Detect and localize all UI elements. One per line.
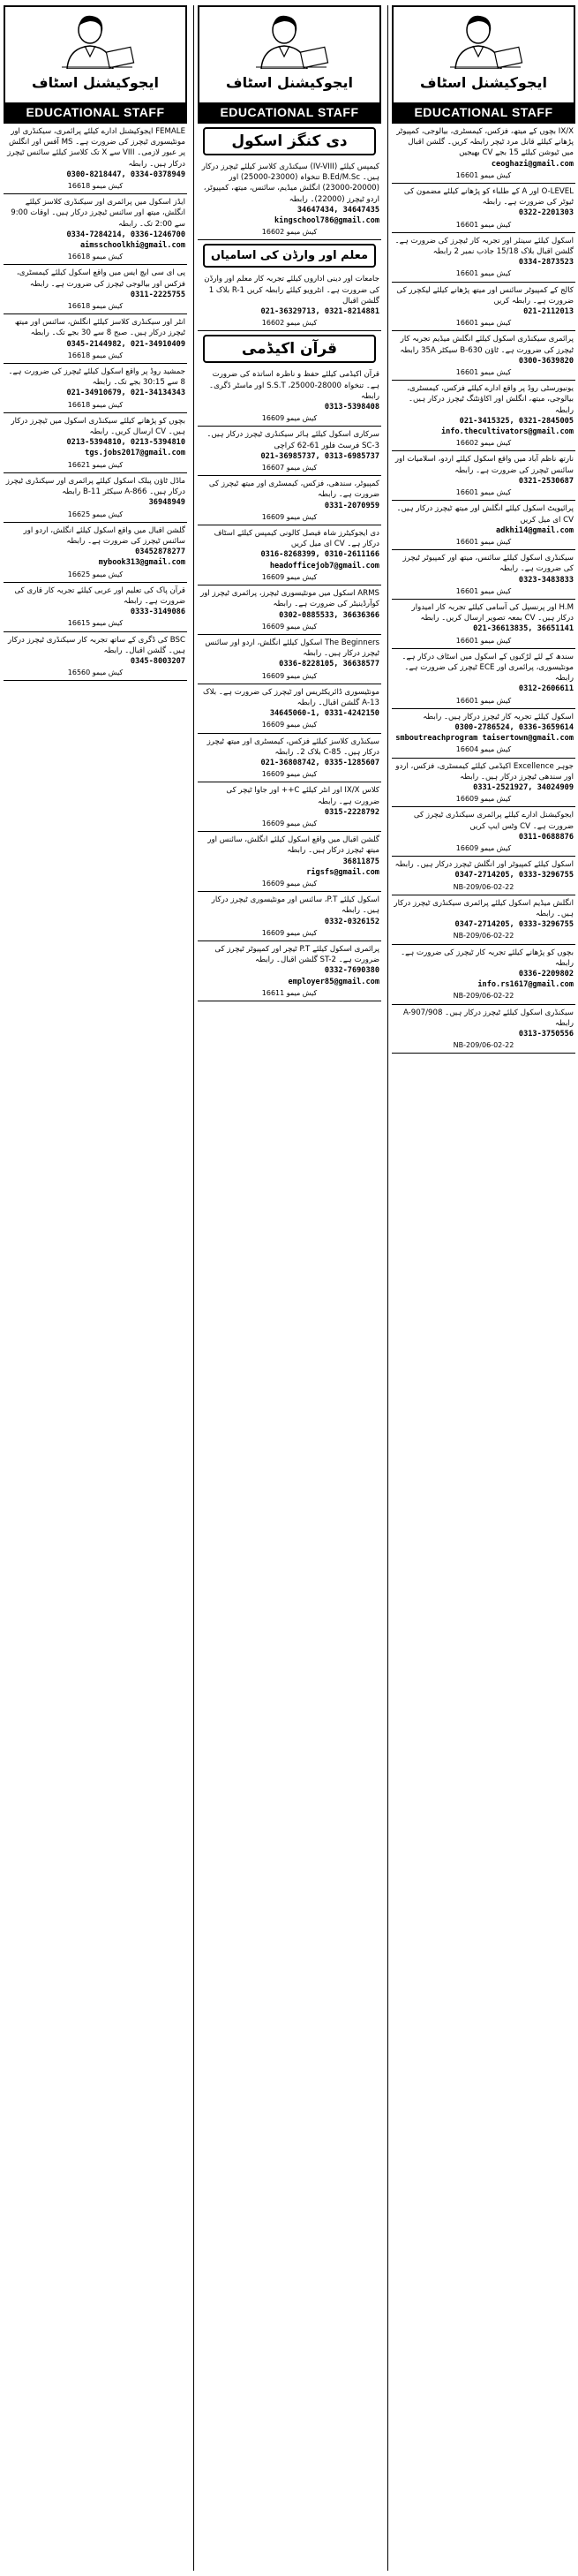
classified-ad [392, 807, 575, 857]
ad-email[interactable]: mybook313@gmail.com [98, 558, 185, 568]
ad-text: اسکول کیلئے تجربہ کار ٹیچرز درکار ہیں۔ رابطہ [423, 712, 574, 721]
ad-text: بچوں کو پڑھانے کیلئے سیکنڈری اسکول میں ٹیچرز درکار ہیں۔ CV ارسال کریں۔ رابطہ [11, 416, 185, 437]
ad-reference: کیش میمو 16601 [455, 488, 512, 497]
classified-ad [392, 759, 575, 808]
ad-text: ایڈز اسکول میں پرائمری اور سیکنڈری کلاسز کیلئے انگلش، میتھ اور سائنس ٹیچرز درکار ہیں۔ اوقات 9:00 سے 2:00 تک۔ رابطہ [11, 198, 185, 229]
classified-ad [392, 600, 575, 649]
ad-text: پی ای سی ایچ ایس میں واقع اسکول کیلئے کیمسٹری، فزکس اور بیالوجی ٹیچرز کی ضرورت ہے۔ رابطہ [17, 268, 185, 289]
ad-reference: کیش میمو 16609 [261, 928, 318, 937]
ad-phone: 0333-3149086 [130, 608, 185, 617]
ad-email[interactable]: adkhi14@gmail.com [496, 525, 574, 535]
right-ad-list [392, 124, 575, 1054]
ad-reference: کیش میمو 16604 [455, 745, 512, 754]
classified-ad [4, 265, 187, 314]
ad-text: سرکاری اسکول کیلئے ہائر سیکنڈری ٹیچرز درکار ہیں۔ SC-3 فرسٹ فلور 61-62 کراچی [206, 430, 379, 450]
right-column [392, 5, 575, 2571]
ad-reference: کیش میمو 16609 [261, 770, 318, 779]
ad-reference: کیش میمو 16618 [67, 400, 124, 409]
ad-phone: 0302-0885533, 36636366 [279, 610, 379, 620]
ad-reference: کیش میمو 16601 [455, 586, 512, 595]
teacher-portrait-icon [55, 11, 136, 69]
ad-reference: کیش میمو 16609 [261, 721, 318, 729]
ad-reference: کیش میمو 16602 [261, 319, 318, 328]
ad-text: گلشن اقبال میں واقع اسکول کیلئے انگلش، سائنس اور میتھ ٹیچرز درکار ہیں۔ رابطہ [207, 835, 379, 856]
ad-text: پرائمری اسکول کیلئے P.T ٹیچر اور کمپیوٹر ٹیچرز کی ضرورت ہے۔ ST-2 گلشن اقبال۔ رابطہ [214, 944, 379, 965]
ad-phone: 0300-3639820 [518, 356, 574, 366]
ad-phone: 0313-3750556 [518, 1030, 574, 1039]
middle-column [198, 5, 381, 2571]
ad-email[interactable]: tgs.jobs2017@gmail.com [85, 449, 185, 458]
ad-reference: کیش میمو 16609 [455, 843, 512, 852]
left-column [4, 5, 187, 2571]
ad-text: انگلش میڈیم اسکول کیلئے پرائمری سیکنڈری ٹیچرز درکار ہیں۔ رابطہ [394, 898, 574, 918]
ad-text: جوہر Excellence اکیڈمی کیلئے کیمسٹری، فزکس، اردو اور سندھی ٹیچرز درکار ہیں۔ رابطہ [395, 761, 574, 782]
classified-ad [392, 550, 575, 600]
ad-email[interactable]: info.thecultivators@gmail.com [440, 427, 574, 437]
ad-email[interactable]: ceoghazi@gmail.com [491, 159, 574, 169]
ad-reference: کیش میمو 16618 [67, 182, 124, 191]
classified-ad [198, 892, 381, 941]
ad-text: قرآن پاک کی تعلیم اور عربی کیلئے تجربہ کار قاری کی ضرورت ہے۔ رابطہ [14, 585, 185, 606]
ad-reference: کیش میمو 16615 [67, 619, 124, 628]
ad-reference: کیش میمو 16611 [261, 988, 318, 997]
ad-phone: 0322-2201303 [518, 208, 574, 218]
classified-ad [198, 734, 381, 783]
ad-phone: 0300-2786524, 0336-3659614 [454, 722, 574, 732]
ad-phone: 0347-2714205, 0333-3296755 [454, 920, 574, 930]
ad-text: اسکول کیلئے P.T، سائنس اور مونٹیسوری ٹیچرز درکار ہیں۔ رابطہ [211, 895, 379, 916]
ad-reference: کیش میمو 16601 [455, 537, 512, 546]
teacher-warden-banner: معلم اور وارڈن کی اسامیاں [203, 244, 376, 268]
ad-text: کمپیوٹر، سندھی، فزکس، کیمسٹری اور میتھ ٹیچرز کی ضرورت ہے۔ رابطہ [208, 480, 379, 500]
classified-ad [198, 635, 381, 684]
ad-text: اسکول کیلئے کمپیوٹر اور انگلش ٹیچرز درکار ہیں۔ رابطہ [394, 860, 574, 870]
ad-reference: کیش میمو 16602 [455, 439, 512, 448]
column-divider [193, 5, 194, 2571]
ad-reference: کیش میمو 16621 [67, 460, 124, 469]
classified-ad [198, 159, 381, 240]
classified-ad [392, 331, 575, 381]
ad-phone: 021-2112013 [523, 307, 574, 317]
ad-phone: 0321-2530687 [518, 476, 574, 486]
ad-text: ماڈل ٹاؤن پبلک اسکول کیلئے پرائمری اور سیکنڈری ٹیچرز درکار ہیں۔ A-866 سیکٹر B-11 رابطہ [5, 476, 185, 497]
classified-ad [198, 832, 381, 892]
ad-text: دی ایجوکیٹرز شاہ فیصل کالونی کیمپس کیلئے اسٹاف درکار ہے۔ CV ای میل کریں [214, 529, 379, 549]
ad-reference: کیش میمو 16607 [261, 464, 318, 472]
section-header [392, 5, 575, 124]
classified-ad [392, 1005, 575, 1054]
ad-phone: 0347-2714205, 0333-3296755 [454, 871, 574, 880]
ad-phone: 021-34910679, 021-34134343 [66, 389, 185, 398]
ad-phone: 021-36985737, 0313-6985737 [260, 451, 379, 461]
quran-academy-banner: قرآن اکیڈمی [203, 335, 376, 363]
ad-reference: کیش میمو 16601 [455, 269, 512, 278]
header-urdu-title: ایجوکیشنل اسٹاف [226, 74, 353, 91]
classified-ad [392, 184, 575, 233]
ad-reference: کیش میمو 16625 [67, 570, 124, 578]
ad-reference: کیش میمو 16625 [67, 510, 124, 518]
ad-text: H.M اور پرنسپل کی آسامی کیلئے تجربہ کار امیدوار درکار ہیں۔ CV بمعہ تصویر ارسال کریں۔ رابطہ [411, 602, 574, 623]
ad-reference: کیش میمو 16609 [261, 879, 318, 888]
ad-phone: 0213-5394810, 0213-5394810 [66, 438, 185, 448]
classified-ad [198, 525, 381, 585]
ad-phone: 0331-2521927, 34024909 [473, 782, 574, 792]
ad-phone: 0331-2070959 [324, 501, 379, 510]
ad-reference: NB-209/06-02-22 [453, 882, 514, 891]
ad-phone: 34647434, 34647435 [297, 205, 379, 215]
ad-reference: کیش میمو 16609 [261, 512, 318, 521]
ad-email[interactable]: info.rs1617@gmail.com [477, 980, 574, 990]
ad-reference: کیش میمو 16609 [261, 572, 318, 581]
teacher-portrait-icon [443, 11, 524, 69]
ad-email[interactable]: employer85@gmail.com [288, 977, 379, 986]
ad-reference: کیش میمو 16618 [67, 351, 124, 359]
kings-school-banner: دی کنگز اسکول [203, 127, 376, 155]
ad-reference: کیش میمو 16601 [455, 319, 512, 328]
classified-ad [198, 782, 381, 832]
ad-reference: کیش میمو 16601 [455, 636, 512, 645]
classified-ad [4, 314, 187, 364]
classified-ad [392, 709, 575, 759]
classified-ad [198, 476, 381, 525]
ad-email[interactable]: headofficejob7@gmail.com [269, 561, 379, 570]
header-english-title: EDUCATIONAL STAFF [199, 102, 379, 122]
ad-phone: 0332-7690380 [324, 966, 379, 976]
ad-text: BSC کی ڈگری کے ساتھ تجربہ کار سیکنڈری ٹیچرز درکار ہیں۔ گلشن اقبال۔ رابطہ [8, 635, 185, 655]
ad-phone: 021-3415325, 0321-2845005 [459, 416, 574, 426]
ad-reference: کیش میمو 16601 [455, 696, 512, 705]
ad-reference: NB-209/06-02-22 [453, 932, 514, 941]
classified-ad [4, 364, 187, 413]
section-header [4, 5, 187, 124]
ad-phone: 34645060-1, 0331-4242150 [269, 709, 379, 719]
ad-reference: NB-209/06-02-22 [453, 1041, 514, 1050]
ad-phone: 0312-2606611 [518, 684, 574, 694]
classified-ad [4, 473, 187, 523]
middle-ad-list-3 [198, 366, 381, 1001]
ad-text: انٹر اور سیکنڈری کلاسز کیلئے انگلش، سائنس اور میتھ ٹیچرز درکار ہیں۔ صبح 8 سے 30 بجے تک۔ رابطہ [14, 318, 185, 338]
ad-text: نارتھ ناظم آباد میں واقع اسکول کیلئے اردو، اسلامیات اور سائنس ٹیچرز کی ضرورت ہے۔ رابطہ [394, 455, 574, 475]
classified-ad [198, 366, 381, 427]
ad-text: ARMS اسکول میں مونٹیسوری ٹیچرز، پرائمری ٹیچرز اور کوآرڈینیٹر کی ضرورت ہے۔ رابطہ [200, 589, 379, 609]
ad-text: کیمپس کیلئے (IV-VIII) سیکنڈری کلاسز کیلئے ٹیچرز درکار ہیں۔ B.Ed/M.Sc تنخواہ (23000-25000) اور (20000-23000) انگلش میڈیم، سائنس، میتھ، کمپیوٹر، اردو ٹیچرز (22000)۔ رابطہ [201, 162, 379, 204]
ad-text: کلاس IX/X اور انٹر کیلئے C++ اور جاوا ٹیچر کی ضرورت ہے۔ رابطہ [226, 786, 379, 806]
ad-text: The Beginners اسکول کیلئے انگلش، اردو اور سائنس ٹیچرز درکار ہیں۔ رابطہ [205, 638, 379, 659]
ad-reference: NB-209/06-02-22 [453, 992, 514, 1001]
ad-text: پرائمری سیکنڈری اسکول کیلئے انگلش میڈیم تجربہ کار ٹیچرز کی ضرورت ہے۔ ٹاؤن B-630 سیکٹر 35A رابطہ [400, 335, 574, 355]
classified-ad [4, 124, 187, 194]
ad-text: بچوں کو پڑھانے کیلئے تجربہ کار ٹیچرز کی ضرورت ہے۔ رابطہ [401, 948, 574, 968]
ad-text: IX/X بچوں کے میتھ، فزکس، کیمسٹری، بیالوجی، کمپیوٹر پڑھانے کیلئے قابل مرد ٹیچر رابطہ کریں۔ گلشن اقبال میں ٹیوشن کیلئے 15 بجے CV بھیجیں [396, 127, 574, 158]
ad-email[interactable]: aimsschoolkhi@gmail.com [80, 241, 185, 251]
ad-reference: کیش میمو 16602 [261, 228, 318, 237]
ad-text: O-LEVEL اور A کے طلباء کو پڑھانے کیلئے مضمون کی ٹیوٹر کی ضرورت ہے۔ رابطہ [403, 187, 574, 208]
header-english-title: EDUCATIONAL STAFF [394, 102, 574, 122]
ad-text: سندھ کے لئے لڑکیوں کے اسکول میں اسٹاف درکار ہے۔ مونٹیسوری، پرائمری اور ECE ٹیچرز کی ضرورت ہے۔ رابطہ [402, 652, 574, 684]
classified-ad [392, 649, 575, 709]
ad-text: جمشید روڈ پر واقع اسکول کیلئے ٹیچرز کی ضرورت ہے۔ 8 سے 30:15 بجے تک۔ رابطہ [8, 367, 185, 388]
ad-phone: 0345-8003207 [130, 656, 185, 666]
ad-phone: 021-36613835, 36651141 [473, 624, 574, 634]
ad-text: قرآن اکیڈمی کیلئے حفظ و ناظرہ اساتذہ کی ضرورت ہے۔ تنخواہ 28000-25000، S.S.T اور ماسٹر ڈگری۔ رابطہ [209, 370, 379, 401]
classified-ad [4, 413, 187, 473]
header-urdu-title: ایجوکیشنل اسٹاف [32, 74, 159, 91]
ad-phone: 0334-7284214, 0336-1246700 [66, 230, 185, 239]
ad-text: ایجوکیشنل ادارے کیلئے پرائمری سیکنڈری ٹیچرز کی ضرورت ہے۔ CV وٹس ایپ کریں [413, 811, 574, 831]
ad-phone: 0334-2873523 [518, 258, 574, 268]
classified-ad [4, 583, 187, 632]
ad-reference: کیش میمو 16609 [261, 671, 318, 680]
ad-text: سیکنڈری اسکول کیلئے ٹیچرز درکار ہیں۔ A-907/908 رابطہ [402, 1008, 574, 1028]
ad-text: سیکنڈری کلاسز کیلئے فزکس، کیمسٹری اور میتھ ٹیچرز درکار ہیں۔ C-85 بلاک 2۔ رابطہ [206, 737, 379, 757]
ad-phone: 0336-8228105, 36638577 [279, 660, 379, 669]
ad-phone: 0313-5398408 [324, 403, 379, 412]
classified-ad [392, 501, 575, 550]
classified-ad [392, 857, 575, 895]
ad-phone: 021-36808742, 0335-1285607 [260, 758, 379, 767]
classified-ad [198, 684, 381, 734]
classified-ad [392, 945, 575, 1005]
teacher-portrait-icon [249, 11, 330, 69]
ad-reference: کیش میمو 16609 [455, 795, 512, 804]
ad-phone: 0311-0688876 [518, 832, 574, 842]
ad-phone: 0311-2225755 [130, 290, 185, 299]
ad-phone: 0336-2209802 [518, 970, 574, 979]
middle-ad-list-2 [198, 271, 381, 331]
ad-text: گلشن اقبال میں واقع اسکول کیلئے انگلش، اردو اور سائنس ٹیچرز کی ضرورت ہے۔ رابطہ [23, 525, 185, 546]
ad-text: اسکول کیلئے سینئر اور تجربہ کار ٹیچرز کی ضرورت ہے۔ گلشن اقبال بلاک 15/18 جاذب نمبر 2 رابطہ [394, 236, 574, 257]
ad-reference: کیش میمو 16609 [261, 819, 318, 827]
classified-ad [198, 271, 381, 331]
ad-reference: کیش میمو 16601 [455, 220, 512, 229]
section-header [198, 5, 381, 124]
ad-reference: کیش میمو 16618 [67, 253, 124, 261]
ad-reference: کیش میمو 16609 [261, 414, 318, 423]
middle-ad-list-1 [198, 159, 381, 240]
ad-phone: 021-36329713, 0321-8214881 [260, 307, 379, 317]
classified-ad [4, 194, 187, 265]
ad-email[interactable]: smboutreachprogram taisertown@gmail.com [395, 734, 574, 744]
ad-reference: کیش میمو 16601 [455, 368, 512, 377]
left-ad-list [4, 124, 187, 681]
classified-ad [392, 451, 575, 501]
ad-phone: 0315-2228792 [324, 807, 379, 817]
ad-phone: 0345-2144982, 021-34910409 [66, 339, 185, 349]
classified-ad [392, 381, 575, 451]
ad-reference: کیش میمو 16601 [455, 170, 512, 179]
ad-phone: 03452878277 [135, 548, 185, 557]
classified-ad [392, 124, 575, 184]
ad-reference: کیش میمو 16618 [67, 302, 124, 311]
classified-ad [198, 427, 381, 476]
ad-text: جامعات اور دینی اداروں کیلئے تجربہ کار معلم اور وارڈن کی ضرورت ہے۔ انٹرویو کیلئے رابطہ کریں R-1 بلاک 1 گلشن اقبال [204, 275, 379, 306]
ad-text: مونٹیسوری ڈائریکٹریس اور ٹیچرز کی ضرورت ہے۔ بلاک 13-A گلشن اقبال۔ رابطہ [202, 687, 379, 707]
classified-ad [4, 632, 187, 682]
ad-phone: 36811875 [342, 857, 379, 866]
ad-phone: 36948949 [148, 498, 185, 508]
ad-text: یونیورسٹی روڈ پر واقع ادارے کیلئے فزکس، کیمسٹری، بیالوجی، میتھ، انگلش اور اکاؤنٹنگ ٹیچرز درکار ہیں۔ رابطہ [407, 384, 574, 415]
classified-ad [198, 941, 381, 1001]
header-urdu-title: ایجوکیشنل اسٹاف [420, 74, 547, 91]
ad-phone: 0300-8218447, 0334-0378949 [66, 170, 185, 179]
classified-ad [392, 895, 575, 945]
classified-ad [4, 523, 187, 583]
ad-email[interactable]: kingschool786@gmail.com [274, 216, 379, 226]
ad-text: FEMALE ایجوکیشنل ادارے کیلئے پرائمری، سیکنڈری اور مونٹیسوری ٹیچرز کی ضرورت ہے۔ MS آفس اور انگلش پر عبور لازمی۔ VIII سے X تک کلاسز کیلئے سائنس ٹیچرز درکار ہیں۔ رابطہ [7, 127, 185, 169]
classified-ad [392, 283, 575, 332]
ad-phone: 0332-0326152 [324, 917, 379, 926]
ad-phone: 0316-8268399, 0310-2611166 [260, 550, 379, 560]
ad-text: کالج کے کمپیوٹر سائنس اور میتھ پڑھانے کیلئے لیکچرر کی ضرورت ہے۔ رابطہ کریں [396, 285, 574, 306]
classified-ad [392, 233, 575, 283]
classified-ad [198, 585, 381, 635]
ad-reference: کیش میمو 16560 [67, 669, 124, 677]
column-divider [387, 5, 388, 2571]
header-english-title: EDUCATIONAL STAFF [5, 102, 185, 122]
ad-phone: 0323-3483833 [518, 575, 574, 585]
ad-email[interactable]: rigsfs@gmail.com [306, 867, 379, 877]
ad-text: پرائیویٹ اسکول کیلئے انگلش اور میتھ ٹیچرز درکار ہیں۔ CV ای میل کریں [396, 504, 574, 525]
ad-reference: کیش میمو 16609 [261, 622, 318, 631]
ad-text: سیکنڈری اسکول کیلئے سائنس، میتھ اور کمپیوٹر ٹیچرز کی ضرورت ہے۔ رابطہ [402, 554, 574, 574]
